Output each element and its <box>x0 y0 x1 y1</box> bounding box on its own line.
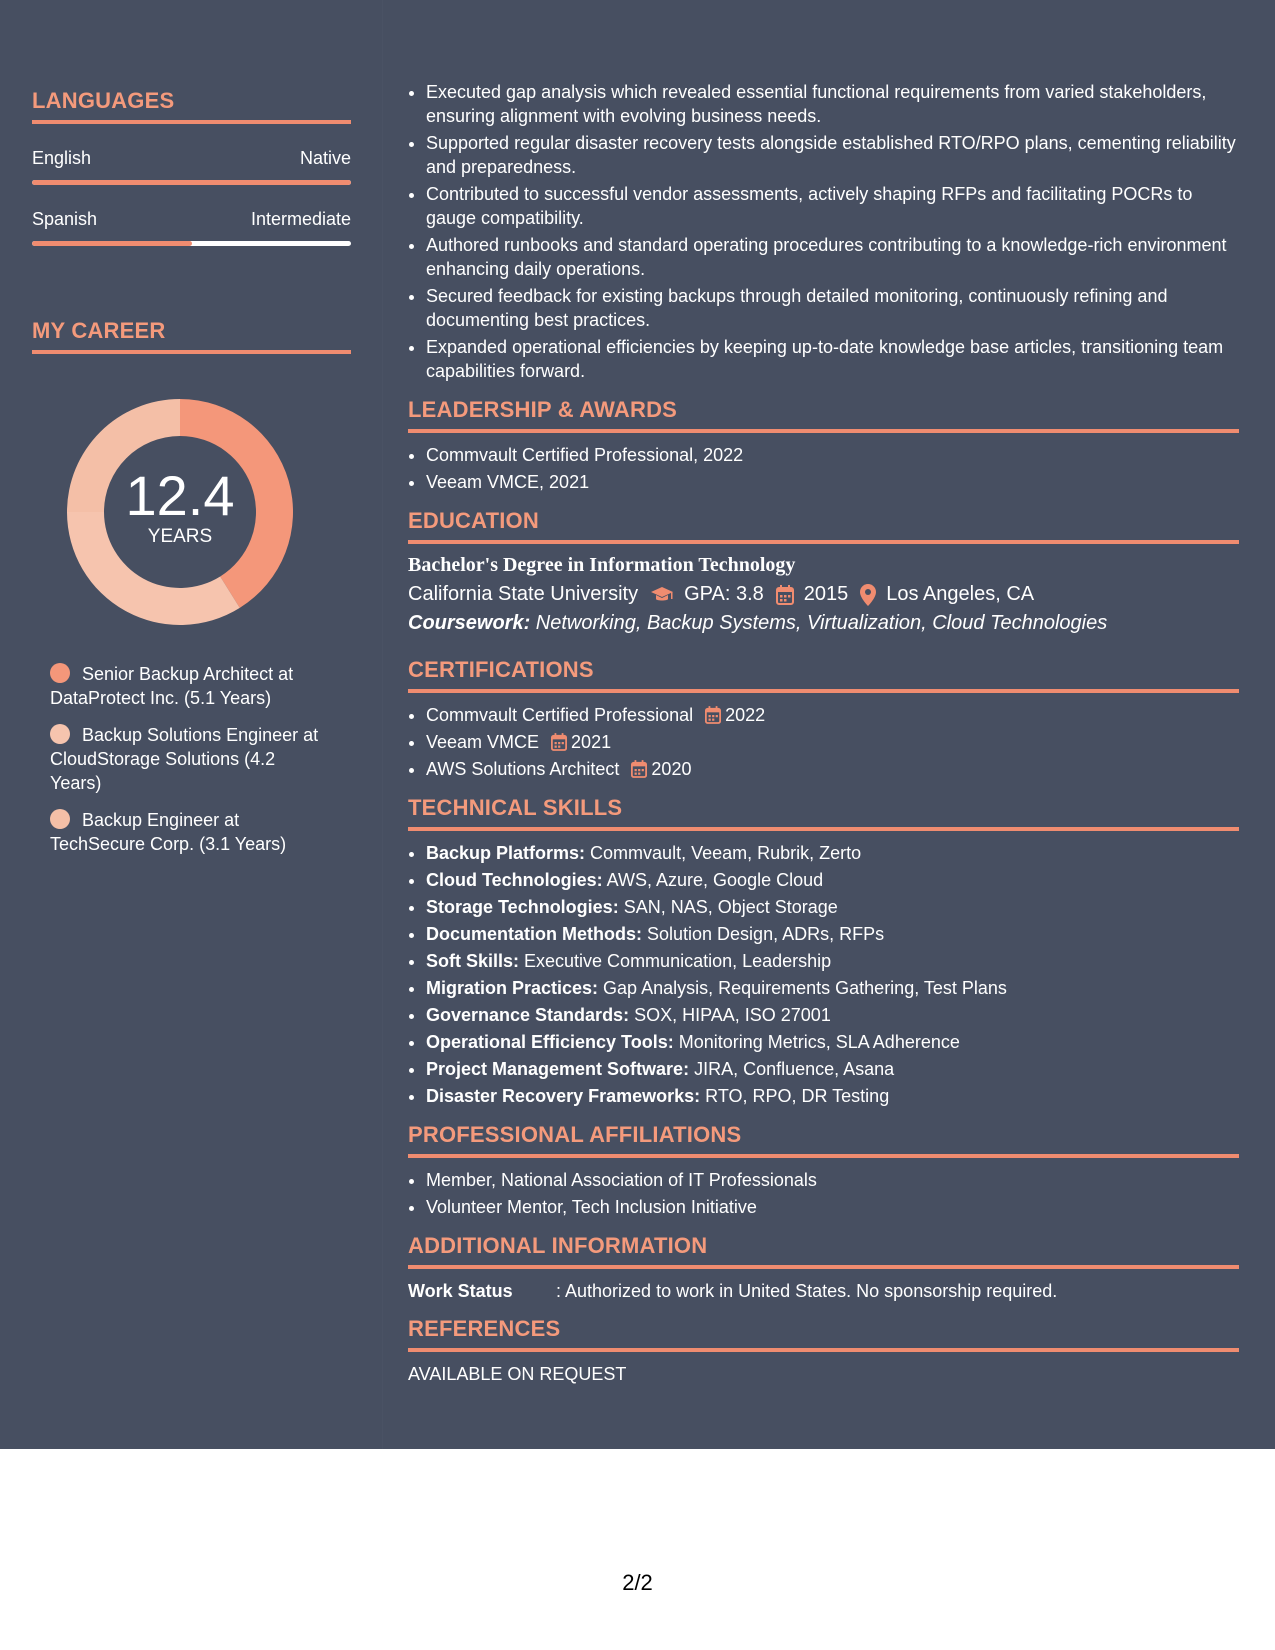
education-coursework <box>408 612 1239 635</box>
education-gpa: GPA: 3.8 <box>684 583 764 605</box>
education-school: California State University <box>408 583 639 605</box>
skill-item <box>426 949 1239 973</box>
language-level: Native <box>299 148 351 168</box>
experience-bullet: • Contributed to successful vendor assessments, actively shaping RFPs and facilitating POCRs to gauge compatibility. <box>426 182 1239 230</box>
career-title: MY CAREER <box>32 318 351 354</box>
education-title: EDUCATION <box>408 508 1239 544</box>
certification-year: 2020 <box>651 759 692 779</box>
skill-value: Executive Communication, Leadership <box>519 951 832 971</box>
affiliations-section <box>408 1122 1239 1219</box>
leadership-title: LEADERSHIP & AWARDS <box>408 397 1239 433</box>
language-proficiency-bar <box>32 180 351 185</box>
education-degree: Bachelor's Degree in Information Technology <box>408 554 796 576</box>
skill-value: Gap Analysis, Requirements Gathering, Test Plans <box>598 978 1007 998</box>
calendar-icon <box>551 733 567 751</box>
career-donut-chart <box>66 398 294 626</box>
certification-item <box>426 757 1239 781</box>
skill-key: Disaster Recovery Frameworks: <box>426 1086 701 1106</box>
additional-info-section <box>408 1233 1239 1302</box>
skill-value: Monitoring Metrics, SLA Adherence <box>673 1032 960 1052</box>
certification-year: 2022 <box>725 705 766 725</box>
affiliations-title: PROFESSIONAL AFFILIATIONS <box>408 1122 1239 1158</box>
career-role-label: Backup Solutions Engineer at CloudStorage Solutions (4.2 Years) <box>50 725 319 793</box>
additional-info-title: ADDITIONAL INFORMATION <box>408 1233 1239 1269</box>
skill-key: Storage Technologies: <box>426 897 619 917</box>
skill-key: Soft Skills: <box>426 951 520 971</box>
experience-bullet: • Executed gap analysis which revealed essential functional requirements from varied stakeholders, ensuring alignment with evolving business needs. <box>426 80 1239 128</box>
certification-year: 2021 <box>571 732 612 752</box>
career-role-item <box>50 662 320 710</box>
certifications-section <box>408 657 1239 781</box>
leadership-section <box>408 397 1239 494</box>
calendar-icon <box>705 706 721 724</box>
career-total-unit: YEARS <box>147 526 213 547</box>
skill-value: Solution Design, ADRs, RFPs <box>642 924 885 944</box>
language-name: Spanish <box>32 209 98 229</box>
language-spanish <box>32 209 351 246</box>
skills-section <box>408 795 1239 1108</box>
references-title: REFERENCES <box>408 1316 1239 1352</box>
language-proficiency-fill <box>32 180 351 185</box>
skills-title: TECHNICAL SKILLS <box>408 795 1239 831</box>
experience-bullet: • Expanded operational efficiencies by keeping up-to-date knowledge base articles, transitioning team capabilities forward. <box>426 335 1239 383</box>
education-section <box>408 508 1239 635</box>
coursework-text: Networking, Backup Systems, Virtualization, Cloud Technologies <box>530 612 1108 634</box>
skill-item <box>426 1003 1239 1027</box>
career-legend <box>32 662 351 856</box>
skill-item <box>426 922 1239 946</box>
skill-item <box>426 976 1239 1000</box>
skill-key: Operational Efficiency Tools: <box>426 1032 674 1052</box>
work-status-value: : Authorized to work in United States. No sponsorship required. <box>556 1281 1058 1301</box>
career-role-item <box>50 723 320 795</box>
work-status-label: Work Status <box>408 1281 513 1301</box>
language-level: Intermediate <box>250 209 351 229</box>
skill-key: Governance Standards: <box>426 1005 630 1025</box>
skill-item <box>426 868 1239 892</box>
language-proficiency-fill <box>32 241 192 246</box>
certification-name: AWS Solutions Architect <box>426 759 620 779</box>
skill-key: Migration Practices: <box>426 978 599 998</box>
legend-dot-icon <box>50 724 70 744</box>
affiliation-item: • Volunteer Mentor, Tech Inclusion Initiative <box>426 1195 1239 1219</box>
leadership-item: • Commvault Certified Professional, 2022 <box>426 443 1239 467</box>
page-number: 2/2 <box>622 1570 653 1595</box>
skill-value: SOX, HIPAA, ISO 27001 <box>629 1005 831 1025</box>
calendar-icon <box>776 585 794 605</box>
career-role-label: Senior Backup Architect at DataProtect Inc. (5.1 Years) <box>50 664 294 708</box>
skill-item <box>426 1084 1239 1108</box>
column-divider <box>382 0 383 1449</box>
certification-item <box>426 730 1239 754</box>
certification-name: Veeam VMCE <box>426 732 540 752</box>
certification-item <box>426 703 1239 727</box>
leadership-item: • Veeam VMCE, 2021 <box>426 470 1239 494</box>
language-proficiency-bar <box>32 241 351 246</box>
career-role-label: Backup Engineer at TechSecure Corp. (3.1 Years) <box>50 810 287 854</box>
right-column <box>408 80 1239 1385</box>
skill-key: Documentation Methods: <box>426 924 642 944</box>
certifications-title: CERTIFICATIONS <box>408 657 1239 693</box>
location-pin-icon <box>860 584 876 606</box>
skill-item <box>426 1030 1239 1054</box>
career-role-item <box>50 808 320 856</box>
skill-value: AWS, Azure, Google Cloud <box>602 870 824 890</box>
experience-bullets <box>408 80 1239 383</box>
references-section <box>408 1316 1239 1385</box>
skill-item <box>426 895 1239 919</box>
language-name: English <box>32 148 92 168</box>
skill-value: Commvault, Veeam, Rubrik, Zerto <box>585 843 862 863</box>
left-column <box>32 88 351 869</box>
skill-value: RTO, RPO, DR Testing <box>700 1086 890 1106</box>
languages-title: LANGUAGES <box>32 88 351 124</box>
affiliation-item: • Member, National Association of IT Professionals <box>426 1168 1239 1192</box>
skill-key: Project Management Software: <box>426 1059 690 1079</box>
skill-item <box>426 841 1239 865</box>
legend-dot-icon <box>50 663 70 683</box>
skill-key: Backup Platforms: <box>426 843 586 863</box>
education-year: 2015 <box>803 583 849 605</box>
coursework-label: Coursework: <box>408 612 531 634</box>
experience-bullet: • Authored runbooks and standard operating procedures contributing to a knowledge-rich environment enhancing daily operations. <box>426 233 1239 281</box>
graduation-cap-icon <box>650 586 674 604</box>
career-total-years: 12.4 <box>125 464 235 527</box>
language-english <box>32 148 351 185</box>
experience-bullet: • Supported regular disaster recovery tests alongside established RTO/RPO plans, cementing reliability and preparedness. <box>426 131 1239 179</box>
references-text: AVAILABLE ON REQUEST <box>408 1364 627 1384</box>
calendar-icon <box>631 760 647 778</box>
experience-bullet: • Secured feedback for existing backups through detailed monitoring, continuously refining and documenting best practices. <box>426 284 1239 332</box>
skill-value: JIRA, Confluence, Asana <box>689 1059 895 1079</box>
skill-item <box>426 1057 1239 1081</box>
certification-name: Commvault Certified Professional <box>426 705 694 725</box>
skill-value: SAN, NAS, Object Storage <box>618 897 838 917</box>
education-location: Los Angeles, CA <box>886 583 1035 605</box>
skill-key: Cloud Technologies: <box>426 870 603 890</box>
legend-dot-icon <box>50 809 70 829</box>
